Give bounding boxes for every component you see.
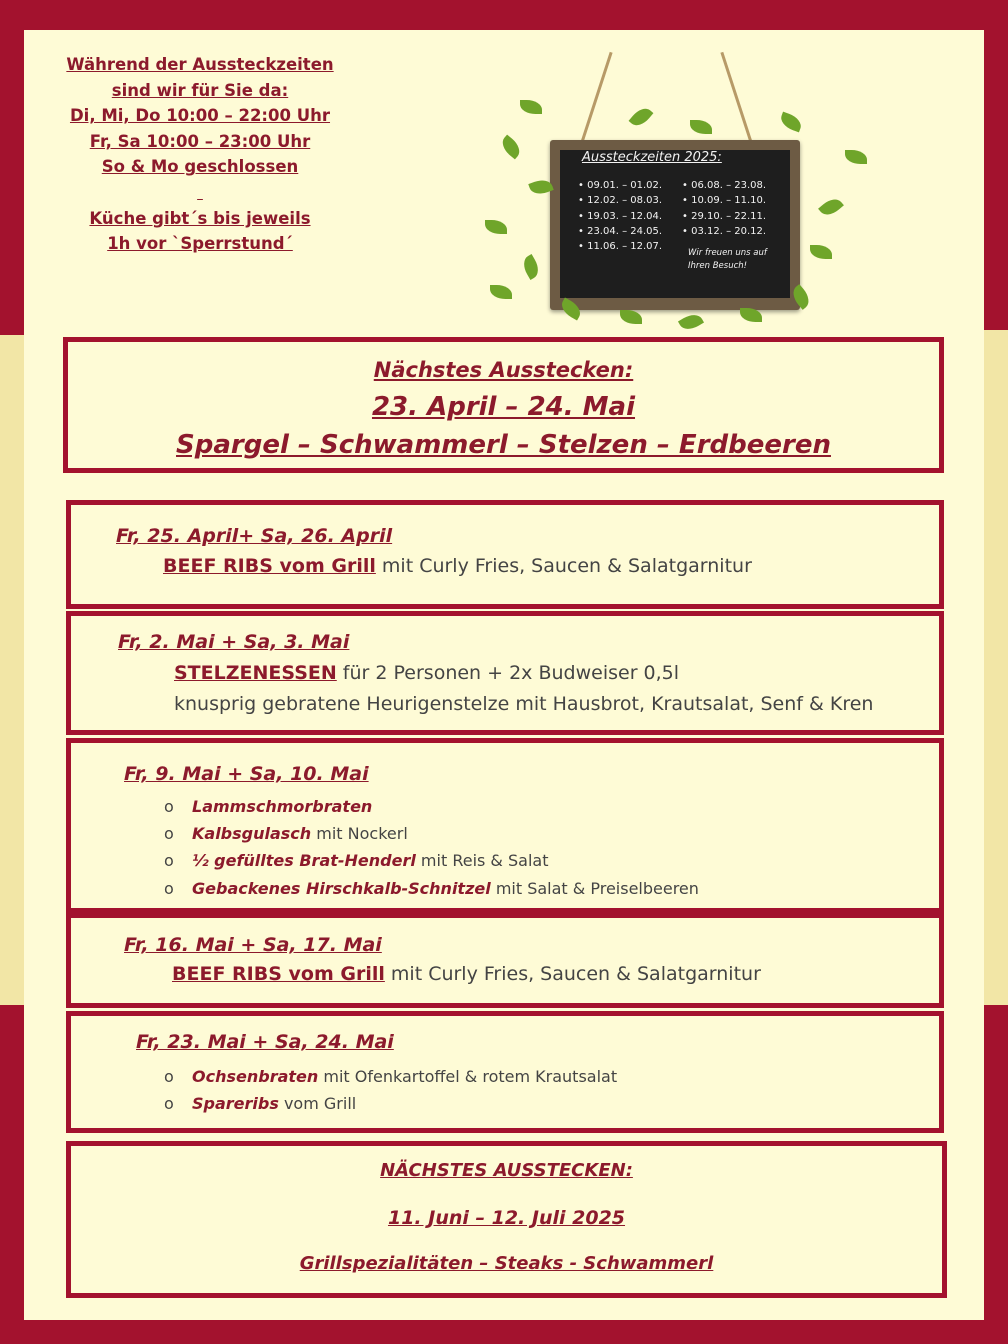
- item-rest: mit Ofenkartoffel & rotem Krautsalat: [318, 1067, 618, 1086]
- event-dish-rest: für 2 Personen + 2x Budweiser 0,5l: [336, 662, 680, 684]
- event-dish-line: [163, 555, 752, 577]
- event-box: [66, 1011, 944, 1133]
- hours-line: So & Mo geschlossen: [101, 157, 299, 177]
- next-dates: 23. April – 24. Mai: [371, 392, 636, 422]
- frame-right-mid: [984, 330, 1008, 1005]
- list-item: [164, 1094, 356, 1113]
- next-ausstecken-box: [63, 337, 944, 473]
- bullet-icon: o: [164, 851, 174, 870]
- leaf-icon: [629, 104, 654, 130]
- leaf-icon: [818, 195, 844, 220]
- frame-right-top: [984, 0, 1008, 330]
- event-date: Fr, 9. Mai + Sa, 10. Mai: [124, 763, 369, 785]
- frame-left-mid: [0, 335, 26, 1005]
- event-dish: STELZENESSEN: [174, 662, 337, 684]
- leaf-icon: [519, 254, 542, 280]
- list-item: [164, 879, 699, 898]
- leaf-icon: [498, 135, 524, 160]
- footer-dates: 11. Juni – 12. Juli 2025: [387, 1207, 626, 1229]
- item-name: ½ gefülltes Brat-Henderl: [192, 851, 416, 870]
- next-label: Nächstes Ausstecken:: [373, 358, 634, 382]
- leaf-icon: [845, 150, 867, 164]
- leaf-icon: [810, 245, 832, 259]
- footer-next-box: [66, 1141, 947, 1298]
- board-column-2: [682, 178, 766, 239]
- event-dish-line: [172, 963, 761, 985]
- event-box: [66, 611, 944, 735]
- chalkboard-image: [460, 40, 870, 340]
- event-box: [66, 500, 944, 609]
- item-rest: mit Salat & Preiselbeeren: [490, 879, 699, 898]
- leaf-icon: [520, 100, 542, 114]
- board-date: • 23.04. – 24.05.: [578, 224, 662, 239]
- frame-left-top: [0, 0, 26, 335]
- item-name: Lammschmorbraten: [192, 797, 373, 816]
- opening-hours: [60, 52, 340, 257]
- event-box: [66, 913, 944, 1008]
- board-date: • 19.03. – 12.04.: [578, 209, 662, 224]
- leaf-icon: [485, 220, 507, 234]
- board-date: • 03.12. – 20.12.: [682, 224, 766, 239]
- item-rest: mit Reis & Salat: [415, 851, 549, 870]
- hours-line: Während der Aussteckzeiten: [66, 55, 334, 74]
- item-name: Spareribs: [192, 1094, 279, 1113]
- event-date: Fr, 2. Mai + Sa, 3. Mai: [118, 631, 350, 653]
- item-name: Ochsenbraten: [192, 1067, 319, 1086]
- item-name: Gebackenes Hirschkalb-Schnitzel: [192, 879, 491, 898]
- board-date: • 09.01. – 01.02.: [578, 178, 662, 193]
- item-rest: vom Grill: [278, 1094, 357, 1113]
- bullet-icon: o: [164, 824, 174, 843]
- hours-line: Küche gibt´s bis jeweils: [89, 208, 311, 228]
- bullet-icon: o: [164, 1067, 174, 1086]
- list-item: [164, 797, 372, 816]
- board-title: Aussteckzeiten 2025:: [582, 150, 722, 165]
- chalkboard-surface: [560, 150, 790, 298]
- event-date: Fr, 23. Mai + Sa, 24. Mai: [136, 1031, 394, 1053]
- event-date: Fr, 16. Mai + Sa, 17. Mai: [124, 934, 382, 956]
- hours-line: 1h vor `Sperrstund´: [107, 234, 293, 254]
- item-rest: mit Nockerl: [311, 824, 408, 843]
- board-date: • 12.02. – 08.03.: [578, 193, 662, 208]
- board-footer: Wir freuen uns auf Ihren Besuch!: [688, 248, 767, 271]
- item-name: Kalbsgulasch: [192, 824, 312, 843]
- hours-line: Fr, Sa 10:00 – 23:00 Uhr: [89, 131, 311, 151]
- rope-icon: [720, 52, 752, 143]
- event-dish: BEEF RIBS vom Grill: [172, 963, 385, 985]
- event-dish-rest: mit Curly Fries, Saucen & Salatgarnitur: [384, 963, 761, 985]
- hours-spacer: [60, 180, 340, 206]
- frame-left-bottom: [0, 1005, 26, 1344]
- next-theme: Spargel – Schwammerl – Stelzen – Erdbeeren: [176, 430, 831, 460]
- event-box: [66, 738, 944, 913]
- frame-right-bottom: [984, 1005, 1008, 1344]
- leaf-icon: [620, 310, 642, 324]
- leaf-icon: [490, 285, 512, 299]
- board-date: • 29.10. – 22.11.: [682, 209, 766, 224]
- board-column-1: [578, 178, 662, 254]
- leaf-icon: [678, 310, 704, 333]
- leaf-icon: [740, 308, 762, 322]
- footer-label: NÄCHSTES AUSSTECKEN:: [380, 1160, 633, 1181]
- board-date: • 10.09. – 11.10.: [682, 193, 766, 208]
- board-date: • 06.08. – 23.08.: [682, 178, 766, 193]
- list-item: [164, 824, 408, 843]
- chalkboard-frame: [550, 140, 800, 310]
- frame-bottom: [0, 1318, 1008, 1344]
- list-item: [164, 851, 548, 870]
- leaf-icon: [778, 112, 803, 133]
- rope-icon: [580, 52, 612, 143]
- frame-top: [0, 0, 1008, 32]
- event-dish: BEEF RIBS vom Grill: [163, 555, 376, 577]
- event-description: knusprig gebratene Heurigenstelze mit Hausbrot, Krautsalat, Senf & Kren: [174, 693, 874, 715]
- list-item: [164, 1067, 617, 1086]
- bullet-icon: o: [164, 879, 174, 898]
- hours-line: Di, Mi, Do 10:00 – 22:00 Uhr: [69, 106, 331, 126]
- board-date: • 11.06. – 12.07.: [578, 239, 662, 254]
- event-dish-line: [174, 662, 679, 684]
- bullet-icon: o: [164, 1094, 174, 1113]
- event-date: Fr, 25. April+ Sa, 26. April: [116, 525, 393, 547]
- hours-line: sind wir für Sie da:: [111, 80, 289, 100]
- leaf-icon: [690, 120, 712, 134]
- footer-theme: Grillspezialitäten – Steaks - Schwammerl: [299, 1253, 714, 1274]
- event-dish-rest: mit Curly Fries, Saucen & Salatgarnitur: [375, 555, 752, 577]
- bullet-icon: o: [164, 797, 174, 816]
